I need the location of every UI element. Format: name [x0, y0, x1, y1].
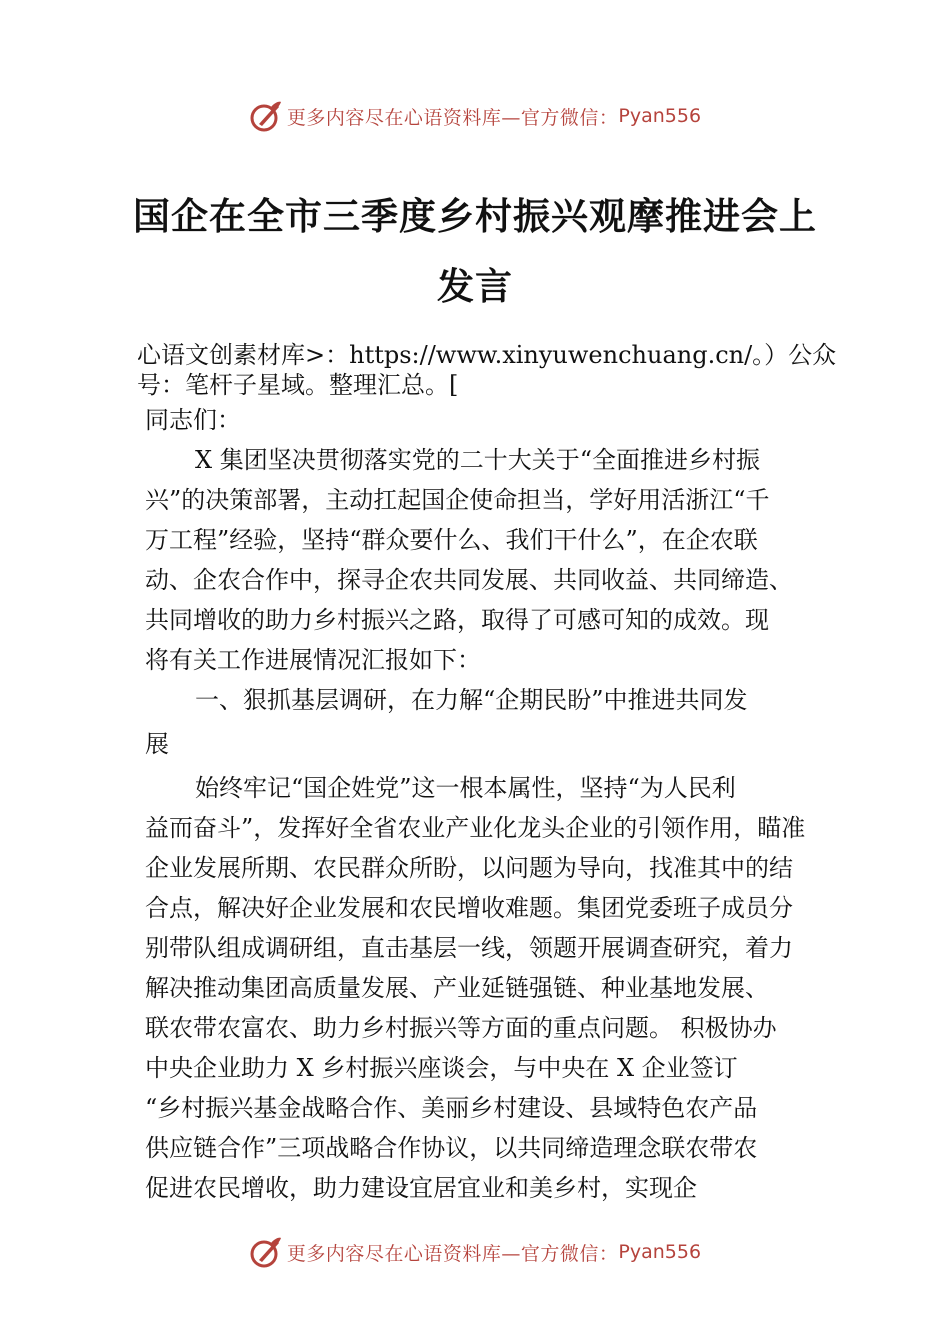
- paragraph-line: 共同增收的助力乡村振兴之路，取得了可感可知的成效。现: [145, 606, 769, 634]
- paragraph-line: 合点，解决好企业发展和农民增收难题。集团党委班子成员分: [145, 894, 793, 922]
- paragraph-line: 促进农民增收，助力建设宜居宜业和美乡村，实现企: [145, 1174, 697, 1202]
- banner-text: 更多内容尽在心语资料库—官方微信：: [286, 1242, 619, 1265]
- quill-seal-icon: [249, 1235, 283, 1269]
- source-note-line-2: 号：笔杆子星域。整理汇总。[: [137, 371, 459, 399]
- paragraph-line: 动、企农合作中，探寻企农共同发展、共同收益、共同缔造、: [145, 566, 793, 594]
- paragraph-line: 兴”的决策部署，主动扛起国企使命担当，学好用活浙江“千: [145, 486, 770, 514]
- greeting: 同志们：: [145, 406, 241, 434]
- banner-text: 更多内容尽在心语资料库—官方微信：: [286, 106, 619, 129]
- paragraph-line: “乡村振兴基金战略合作、美丽乡村建设、县域特色农产品: [145, 1094, 758, 1122]
- section-heading-line: 一、狠抓基层调研，在力解“企期民盼”中推进共同发: [195, 686, 748, 714]
- section-heading-line: 展: [145, 730, 169, 758]
- paragraph-line: 益而奋斗”，发挥好全省农业产业化龙头企业的引领作用，瞄准: [145, 814, 806, 842]
- paragraph-line: 别带队组成调研组，直击基层一线，领题开展调查研究，着力: [145, 934, 793, 962]
- footer-banner: [0, 1232, 950, 1272]
- paragraph-line: 中央企业助力 X 乡村振兴座谈会，与中央在 X 企业签订: [145, 1054, 738, 1082]
- paragraph-line: 企业发展所期、农民群众所盼，以问题为导向，找准其中的结: [145, 854, 793, 882]
- paragraph-line: 联农带农富农、助力乡村振兴等方面的重点问题。 积极协办: [145, 1014, 777, 1042]
- document-title-line-1: 国企在全市三季度乡村振兴观摩推进会上: [133, 194, 817, 238]
- banner-wechat-id: Pyan556: [618, 105, 702, 127]
- paragraph-line: 将有关工作进展情况汇报如下：: [145, 646, 481, 674]
- paragraph-line: 供应链合作”三项战略合作协议，以共同缔造理念联农带农: [145, 1134, 758, 1162]
- banner-wechat-id: Pyan556: [618, 1241, 702, 1263]
- document-title-line-2: 发言: [437, 264, 513, 308]
- source-note: [137, 340, 842, 400]
- paragraph-line: 万工程”经验，坚持“群众要什么、我们干什么”，在企农联: [145, 526, 758, 554]
- paragraph-line: 解决推动集团高质量发展、产业延链强链、种业基地发展、: [145, 974, 769, 1002]
- paragraph-line: X 集团坚决贯彻落实党的二十大关于“全面推进乡村振: [195, 446, 760, 474]
- quill-seal-icon: [249, 99, 283, 133]
- source-note-line-1: 心语文创素材库>：https://www.xinyuwenchuang.cn/。）公众: [137, 341, 837, 369]
- header-banner: [0, 96, 950, 136]
- paragraph-line: 始终牢记“国企姓党”这一根本属性，坚持“为人民利: [195, 774, 736, 802]
- document-body: [145, 400, 825, 1208]
